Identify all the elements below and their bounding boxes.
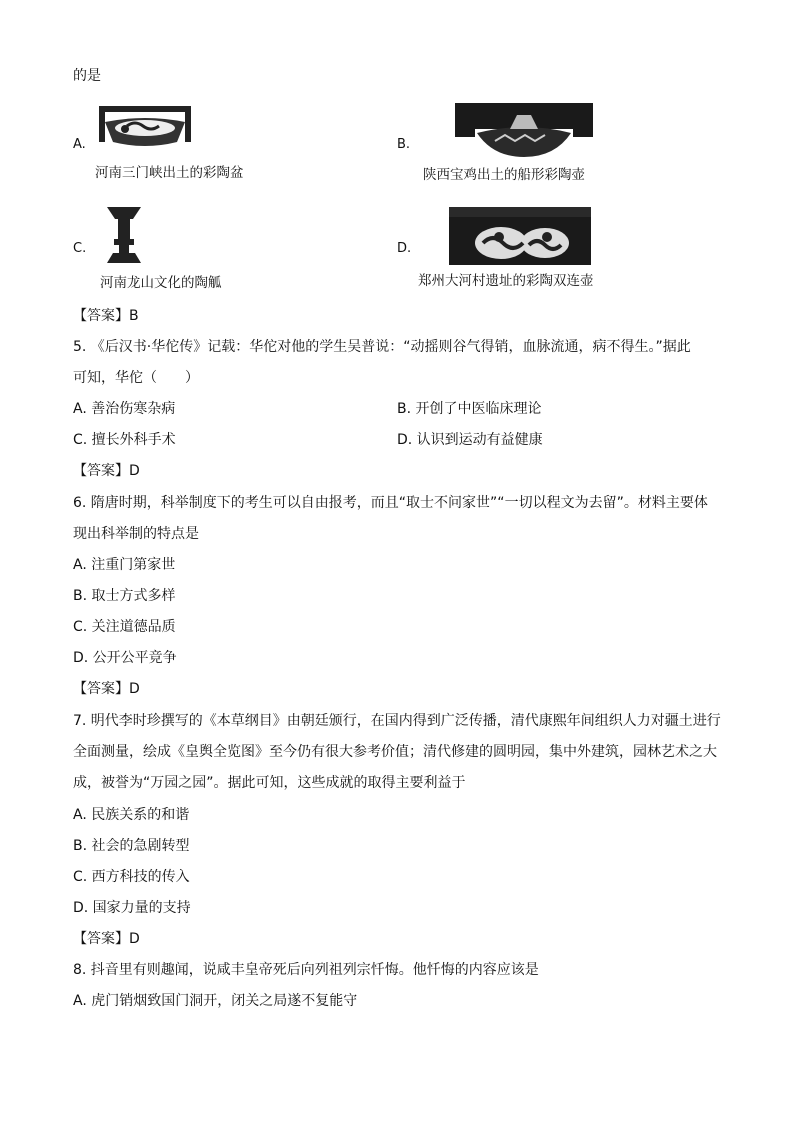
- painted-pottery-basin-image: [97, 104, 193, 150]
- q6-option-a: A. 注重门第家世: [73, 557, 176, 573]
- pottery-gu-vessel-image: [103, 205, 145, 265]
- q6-option-b: B. 取士方式多样: [73, 588, 176, 604]
- boat-shaped-pottery-pot-image: [455, 103, 593, 159]
- q5-stem-line-1: 5. 《后汉书·华佗传》记载：华佗对他的学生吴普说：“动摇则谷气得销，血脉流通，病不得生。”据此: [73, 339, 691, 355]
- q4-option-a-caption: 河南三门峡出土的彩陶盆: [95, 165, 244, 181]
- q7-option-a: A. 民族关系的和谐: [73, 807, 190, 823]
- q6-answer: 【答案】D: [73, 681, 140, 697]
- q5-option-a: A. 善治伤寒杂病: [73, 401, 176, 417]
- q5-answer: 【答案】D: [73, 463, 140, 479]
- q4-option-b-letter: B.: [397, 137, 411, 152]
- q5-option-c: C. 擅长外科手术: [73, 432, 176, 448]
- q4-option-c-caption: 河南龙山文化的陶觚: [100, 275, 222, 291]
- q7-answer: 【答案】D: [73, 931, 140, 947]
- q6-option-c: C. 关注道德品质: [73, 619, 176, 635]
- q8-stem-line-1: 8. 抖音里有则趣闻，说咸丰皇帝死后向列祖列宗忏悔。他忏悔的内容应该是: [73, 962, 539, 978]
- q5-stem-line-2: 可知，华佗（ ）: [73, 370, 199, 386]
- q4-option-d-caption: 郑州大河村遗址的彩陶双连壶: [418, 273, 594, 289]
- q4-option-b-caption: 陕西宝鸡出土的船形彩陶壶: [423, 167, 585, 183]
- q7-option-c: C. 西方科技的传入: [73, 869, 190, 885]
- q7-option-b: B. 社会的急剧转型: [73, 838, 190, 854]
- q4-answer: 【答案】B: [73, 308, 139, 324]
- q4-option-a-letter: A.: [73, 137, 86, 152]
- q5-option-b: B. 开创了中医临床理论: [397, 401, 542, 417]
- q7-option-d: D. 国家力量的支持: [73, 900, 191, 916]
- q6-stem-line-1: 6. 隋唐时期，科举制度下的考生可以自由报考，而且“取士不问家世”“一切以程文为去留”。材料主要体: [73, 495, 708, 511]
- q4-option-c-letter: C.: [73, 241, 87, 256]
- q6-stem-line-2: 现出科举制的特点是: [73, 526, 199, 542]
- q4-option-d-letter: D.: [397, 241, 412, 256]
- q7-stem-line-2: 全面测量，绘成《皇舆全览图》至今仍有很大参考价值；清代修建的圆明园，集中外建筑，园林艺术之大: [73, 744, 717, 760]
- q5-option-d: D. 认识到运动有益健康: [397, 432, 543, 448]
- double-linked-pottery-pot-image: [449, 207, 591, 265]
- q7-stem-line-1: 7. 明代李时珍撰写的《本草纲目》由朝廷颁行，在国内得到广泛传播，清代康熙年间组织人力对疆土进行: [73, 713, 721, 729]
- q8-option-a: A. 虎门销烟致国门洞开，闭关之局遂不复能守: [73, 993, 358, 1009]
- q6-option-d: D. 公开公平竞争: [73, 650, 177, 666]
- q7-stem-line-3: 成，被誉为“万园之园”。据此可知，这些成就的取得主要利益于: [73, 775, 466, 791]
- q4-stem-tail: 的是: [73, 68, 101, 84]
